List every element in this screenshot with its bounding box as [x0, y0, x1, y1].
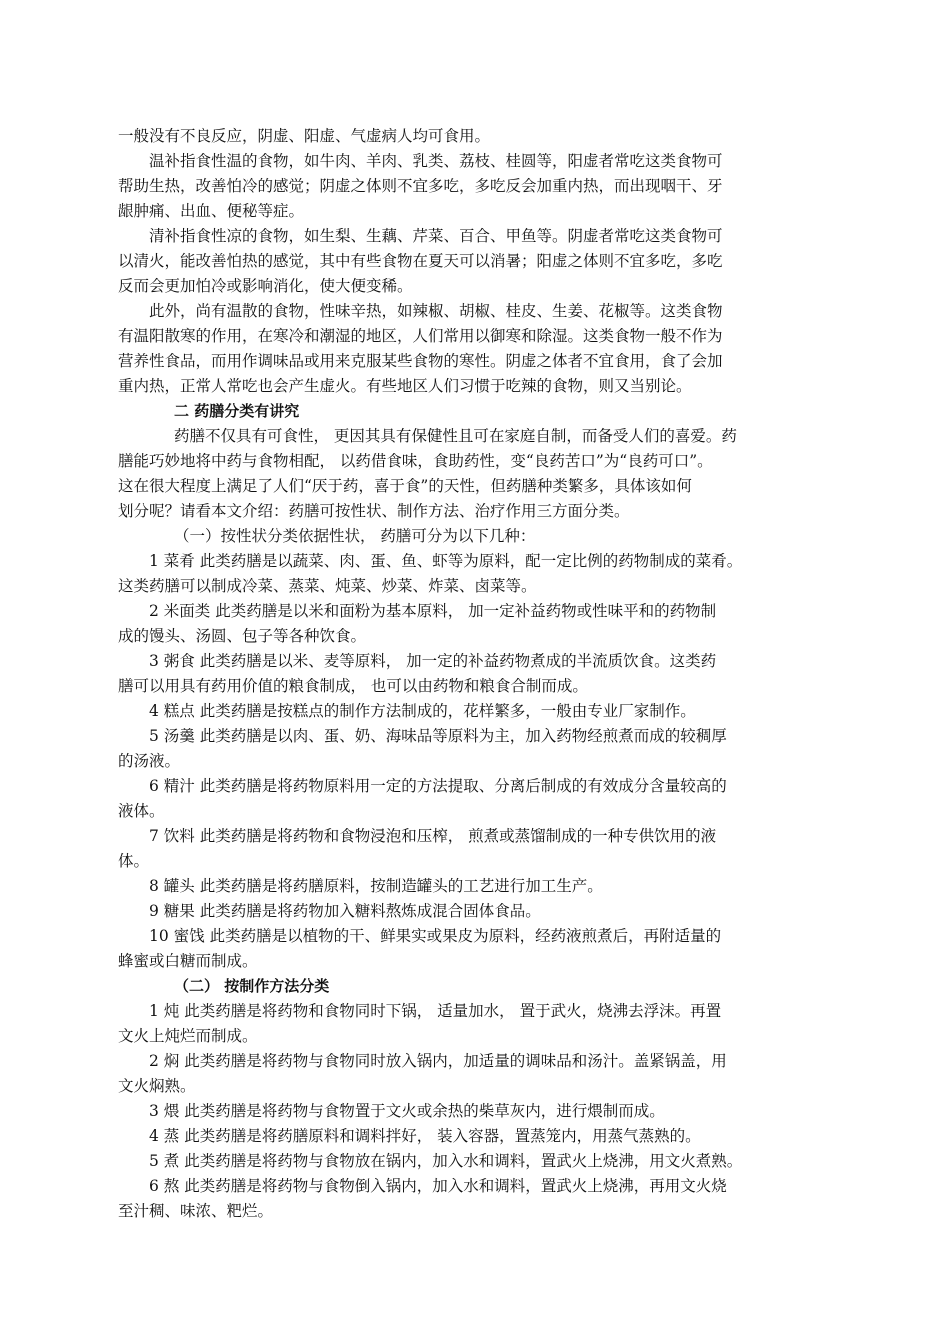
list-item: 5 煮 此类药膳是将药物与食物放在锅内，加入水和调料，置武火上烧沸，用文火煮熟。 [149, 1152, 743, 1170]
text-line: 文火焖熟。 [118, 1077, 196, 1095]
list-item: 6 熬 此类药膳是将药物与食物倒入锅内，加入水和调料，置武火上烧沸，再用文火烧 [149, 1177, 727, 1195]
list-item: 2 焖 此类药膳是将药物与食物同时放入锅内，加适量的调味品和汤汁。盖紧锅盖，用 [149, 1052, 727, 1070]
text-line: 清补指食性凉的食物，如生梨、生藕、芹菜、百合、甲鱼等。阴虚者常吃这类食物可 [149, 227, 723, 245]
text-line: 的汤液。 [118, 752, 181, 770]
list-item: 3 煨 此类药膳是将药物与食物置于文火或余热的柴草灰内，进行煨制而成。 [149, 1102, 665, 1120]
list-item: 6 精汁 此类药膳是将药物原料用一定的方法提取、分离后制成的有效成分含量较高的 [149, 777, 727, 795]
section-heading: 二 药膳分类有讲究 [174, 402, 300, 420]
text-line: 膳可以用具有药用价值的粮食制成， 也可以由药物和粮食合制而成。 [118, 677, 588, 695]
list-item: 4 蒸 此类药膳是将药膳原料和调料拌好， 装入容器，置蒸笼内，用蒸气蒸熟的。 [149, 1127, 701, 1145]
text-line: 这在很大程度上满足了人们“厌于药，喜于食”的天性，但药膳种类繁多，具体该如何 [118, 477, 692, 495]
text-line: 营养性食品，而用作调味品或用来克服某些食物的寒性。阴虚之体者不宜食用，食了会加 [118, 352, 723, 370]
text-line: 成的馒头、汤圆、包子等各种饮食。 [118, 627, 367, 645]
text-line: 体。 [118, 852, 150, 870]
list-item: 10 蜜饯 此类药膳是以植物的干、鲜果实或果皮为原料，经药液煎煮后，再附适量的 [149, 927, 722, 945]
list-item: 5 汤羹 此类药膳是以肉、蛋、奶、海味品等原料为主，加入药物经煎煮而成的较稠厚 [149, 727, 727, 745]
list-item: 1 炖 此类药膳是将药物和食物同时下锅， 适量加水， 置于武火，烧沸去浮沫。再置 [149, 1002, 722, 1020]
list-item: 4 糕点 此类药膳是按糕点的制作方法制成的，花样繁多，一般由专业厂家制作。 [149, 702, 696, 720]
text-line: 反而会更加怕冷或影响消化，使大便变稀。 [118, 277, 413, 295]
text-line: 一般没有不良反应，阴虚、阳虚、气虚病人均可食用。 [118, 127, 491, 145]
subsection-heading: （一）按性状分类依据性状， 药膳可分为以下几种： [174, 527, 536, 545]
text-line: 此外，尚有温散的食物，性味辛热，如辣椒、胡椒、桂皮、生姜、花椒等。这类食物 [149, 302, 723, 320]
text-line: 蜂蜜或白糖而制成。 [118, 952, 258, 970]
list-item: 8 罐头 此类药膳是将药膳原料，按制造罐头的工艺进行加工生产。 [149, 877, 603, 895]
text-line: 膳能巧妙地将中药与食物相配， 以药借食味，食助药性，变“良药苦口”为“良药可口”。 [118, 452, 713, 470]
list-item: 2 米面类 此类药膳是以米和面粉为基本原料， 加一定补益药物或性味平和的药物制 [149, 602, 717, 620]
text-line: 帮助生热，改善怕冷的感觉；阴虚之体则不宜多吃，多吃反会加重内热，而出现咽干、牙 [118, 177, 723, 195]
text-line: 划分呢？请看本文介绍：药膳可按性状、制作方法、治疗作用三方面分类。 [118, 502, 630, 520]
text-line: 温补指食性温的食物，如牛肉、羊肉、乳类、荔枝、桂圆等，阳虚者常吃这类食物可 [149, 152, 723, 170]
text-line: 文火上炖烂而制成。 [118, 1027, 258, 1045]
list-item: 1 菜肴 此类药膳是以蔬菜、肉、蛋、鱼、虾等为原料，配一定比例的药物制成的菜肴。 [149, 552, 743, 570]
text-line: 药膳不仅具有可食性， 更因其具有保健性且可在家庭自制，而备受人们的喜爱。药 [174, 427, 737, 445]
text-line: 有温阳散寒的作用，在寒冷和潮湿的地区，人们常用以御寒和除湿。这类食物一般不作为 [118, 327, 723, 345]
text-line: 至汁稠、味浓、粑烂。 [118, 1202, 274, 1220]
list-item: 7 饮料 此类药膳是将药物和食物浸泡和压榨， 煎煮或蒸馏制成的一种专供饮用的液 [149, 827, 717, 845]
text-line: 这类药膳可以制成冷菜、蒸菜、炖菜、炒菜、炸菜、卤菜等。 [118, 577, 537, 595]
list-item: 3 粥食 此类药膳是以米、麦等原料， 加一定的补益药物煮成的半流质饮食。这类药 [149, 652, 717, 670]
subsection-heading: （二） 按制作方法分类 [174, 977, 330, 995]
document-page [118, 124, 818, 1224]
list-item: 9 糖果 此类药膳是将药物加入糖料熬炼成混合固体食品。 [149, 902, 541, 920]
text-line: 以清火，能改善怕热的感觉，其中有些食物在夏天可以消暑；阳虚之体则不宜多吃，多吃 [118, 252, 723, 270]
text-line: 重内热，正常人常吃也会产生虚火。有些地区人们习惯于吃辣的食物，则又当别论。 [118, 377, 692, 395]
text-line: 液体。 [118, 802, 165, 820]
text-line: 龈肿痛、出血、便秘等症。 [118, 202, 305, 220]
